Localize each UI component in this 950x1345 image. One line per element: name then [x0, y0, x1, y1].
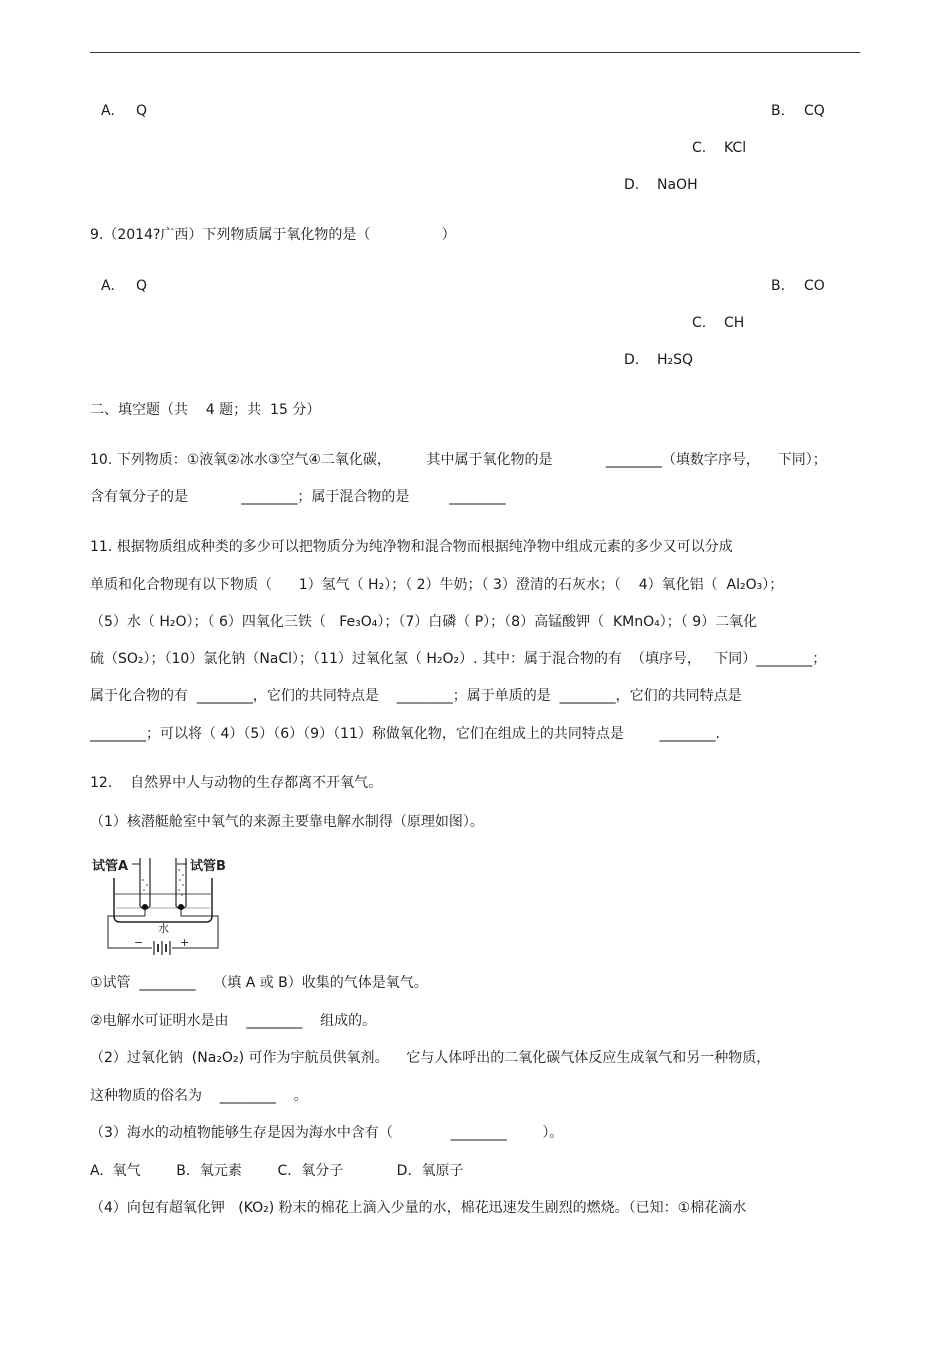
- q11-line-3: （5）水（ H₂O）；（ 6）四氧化三铁（ Fe₃O₄）；（7）白磷（ P）；（8）高锰酸钾（ KMnO₄）；（ 9）二氧化: [90, 614, 758, 630]
- q9-option-b-label: B.: [771, 278, 786, 294]
- q8-option-c-value: KCl: [724, 140, 747, 156]
- positive-terminal-label: +: [180, 936, 190, 949]
- q8-option-d-value: NaOH: [657, 177, 698, 193]
- q9-option-c-value: CH: [724, 315, 745, 331]
- q11-line-2: 单质和化合物现有以下物质（ 1）氢气（ H₂）；（ 2）牛奶；（ 3）澄清的石灰水；（ 4）氧化铝（ Al₂O₃）；: [90, 577, 784, 593]
- section-title: 二、填空题（共 4 题；共 15 分）: [90, 402, 321, 418]
- q9-option-d-value: H₂SQ: [657, 352, 694, 368]
- q8-option-b-label: B.: [771, 103, 786, 119]
- q12-part-2-line-2: 这种物质的俗名为 ________ 。: [90, 1088, 308, 1104]
- q9-option-a-label: A.: [101, 278, 115, 294]
- q12-sub-2: ②电解水可证明水是由 ________ 组成的。: [90, 1013, 377, 1029]
- q12-part-4: （4）向包有超氧化钾 (KO₂) 粉末的棉花上滴入少量的水，棉花迅速发生剧烈的燃烧。（已知：①棉花滴水: [90, 1200, 747, 1216]
- q9-stem: 9.（2014?广西）下列物质属于氧化物的是（ ）: [90, 227, 456, 243]
- q12-stem: 12. 自然界中人与动物的生存都离不开氧气。: [90, 775, 383, 791]
- electrolysis-diagram: [90, 850, 240, 955]
- q12-part-2-line-1: （2）过氧化钠 (Na₂O₂) 可作为宇航员供氧剂。 它与人体呼出的二氧化碳气体反应生成氧气和另一种物质，: [90, 1050, 771, 1066]
- negative-terminal-label: −: [134, 936, 144, 949]
- water-label: 水: [158, 922, 169, 935]
- q11-line-4: 硫（SO₂）；（10）氯化钠（NaCl）；（11）过氧化氢（ H₂O₂）. 其中：属于混合物的有 （填序号， 下同）________；: [90, 651, 827, 667]
- q9-option-a-value: Q: [136, 278, 148, 294]
- q9-option-b-value: CO: [804, 278, 825, 294]
- q11-line-6: ________；可以将（ 4）（5）（6）（9）（11）称做氧化物，它们在组成上的共同特点是 ________.: [90, 726, 720, 742]
- q8-option-c-label: C.: [692, 140, 707, 156]
- test-tube-a-label: 试管A: [92, 859, 129, 874]
- q10-line-1: 10. 下列物质：①液氧②冰水③空气④二氧化碳， 其中属于氧化物的是 ________（填数字序号， 下同）；: [90, 452, 827, 468]
- q8-option-b-value: CQ: [804, 103, 825, 119]
- q10-line-2: 含有氧分子的是 ________；属于混合物的是 ________: [90, 489, 506, 505]
- q12-part-1: （1）核潜艇舱室中氧气的来源主要靠电解水制得（原理如图）。: [90, 814, 484, 830]
- top-rule: [90, 52, 860, 53]
- q9-option-c-label: C.: [692, 315, 707, 331]
- q12-part-3-options: A. 氧气 B．氧元素 C．氧分子 D．氧原子: [90, 1163, 464, 1179]
- q8-option-d-label: D.: [624, 177, 640, 193]
- q9-option-d-label: D.: [624, 352, 640, 368]
- q11-line-5: 属于化合物的有 ________，它们的共同特点是 ________；属于单质的是 ________，它们的共同特点是: [90, 688, 742, 704]
- q12-part-3: （3）海水的动植物能够生存是因为海水中含有（ ________ ）。: [90, 1125, 564, 1141]
- q12-sub-1: ①试管 ________ （填 A 或 B）收集的气体是氧气。: [90, 975, 428, 991]
- q8-option-a-value: Q: [136, 103, 148, 119]
- test-tube-b-label: 试管B: [190, 859, 226, 874]
- q8-option-a-label: A.: [101, 103, 115, 119]
- q11-line-1: 11. 根据物质组成种类的多少可以把物质分为纯净物和混合物而根据纯净物中组成元素的多少又可以分成: [90, 539, 733, 555]
